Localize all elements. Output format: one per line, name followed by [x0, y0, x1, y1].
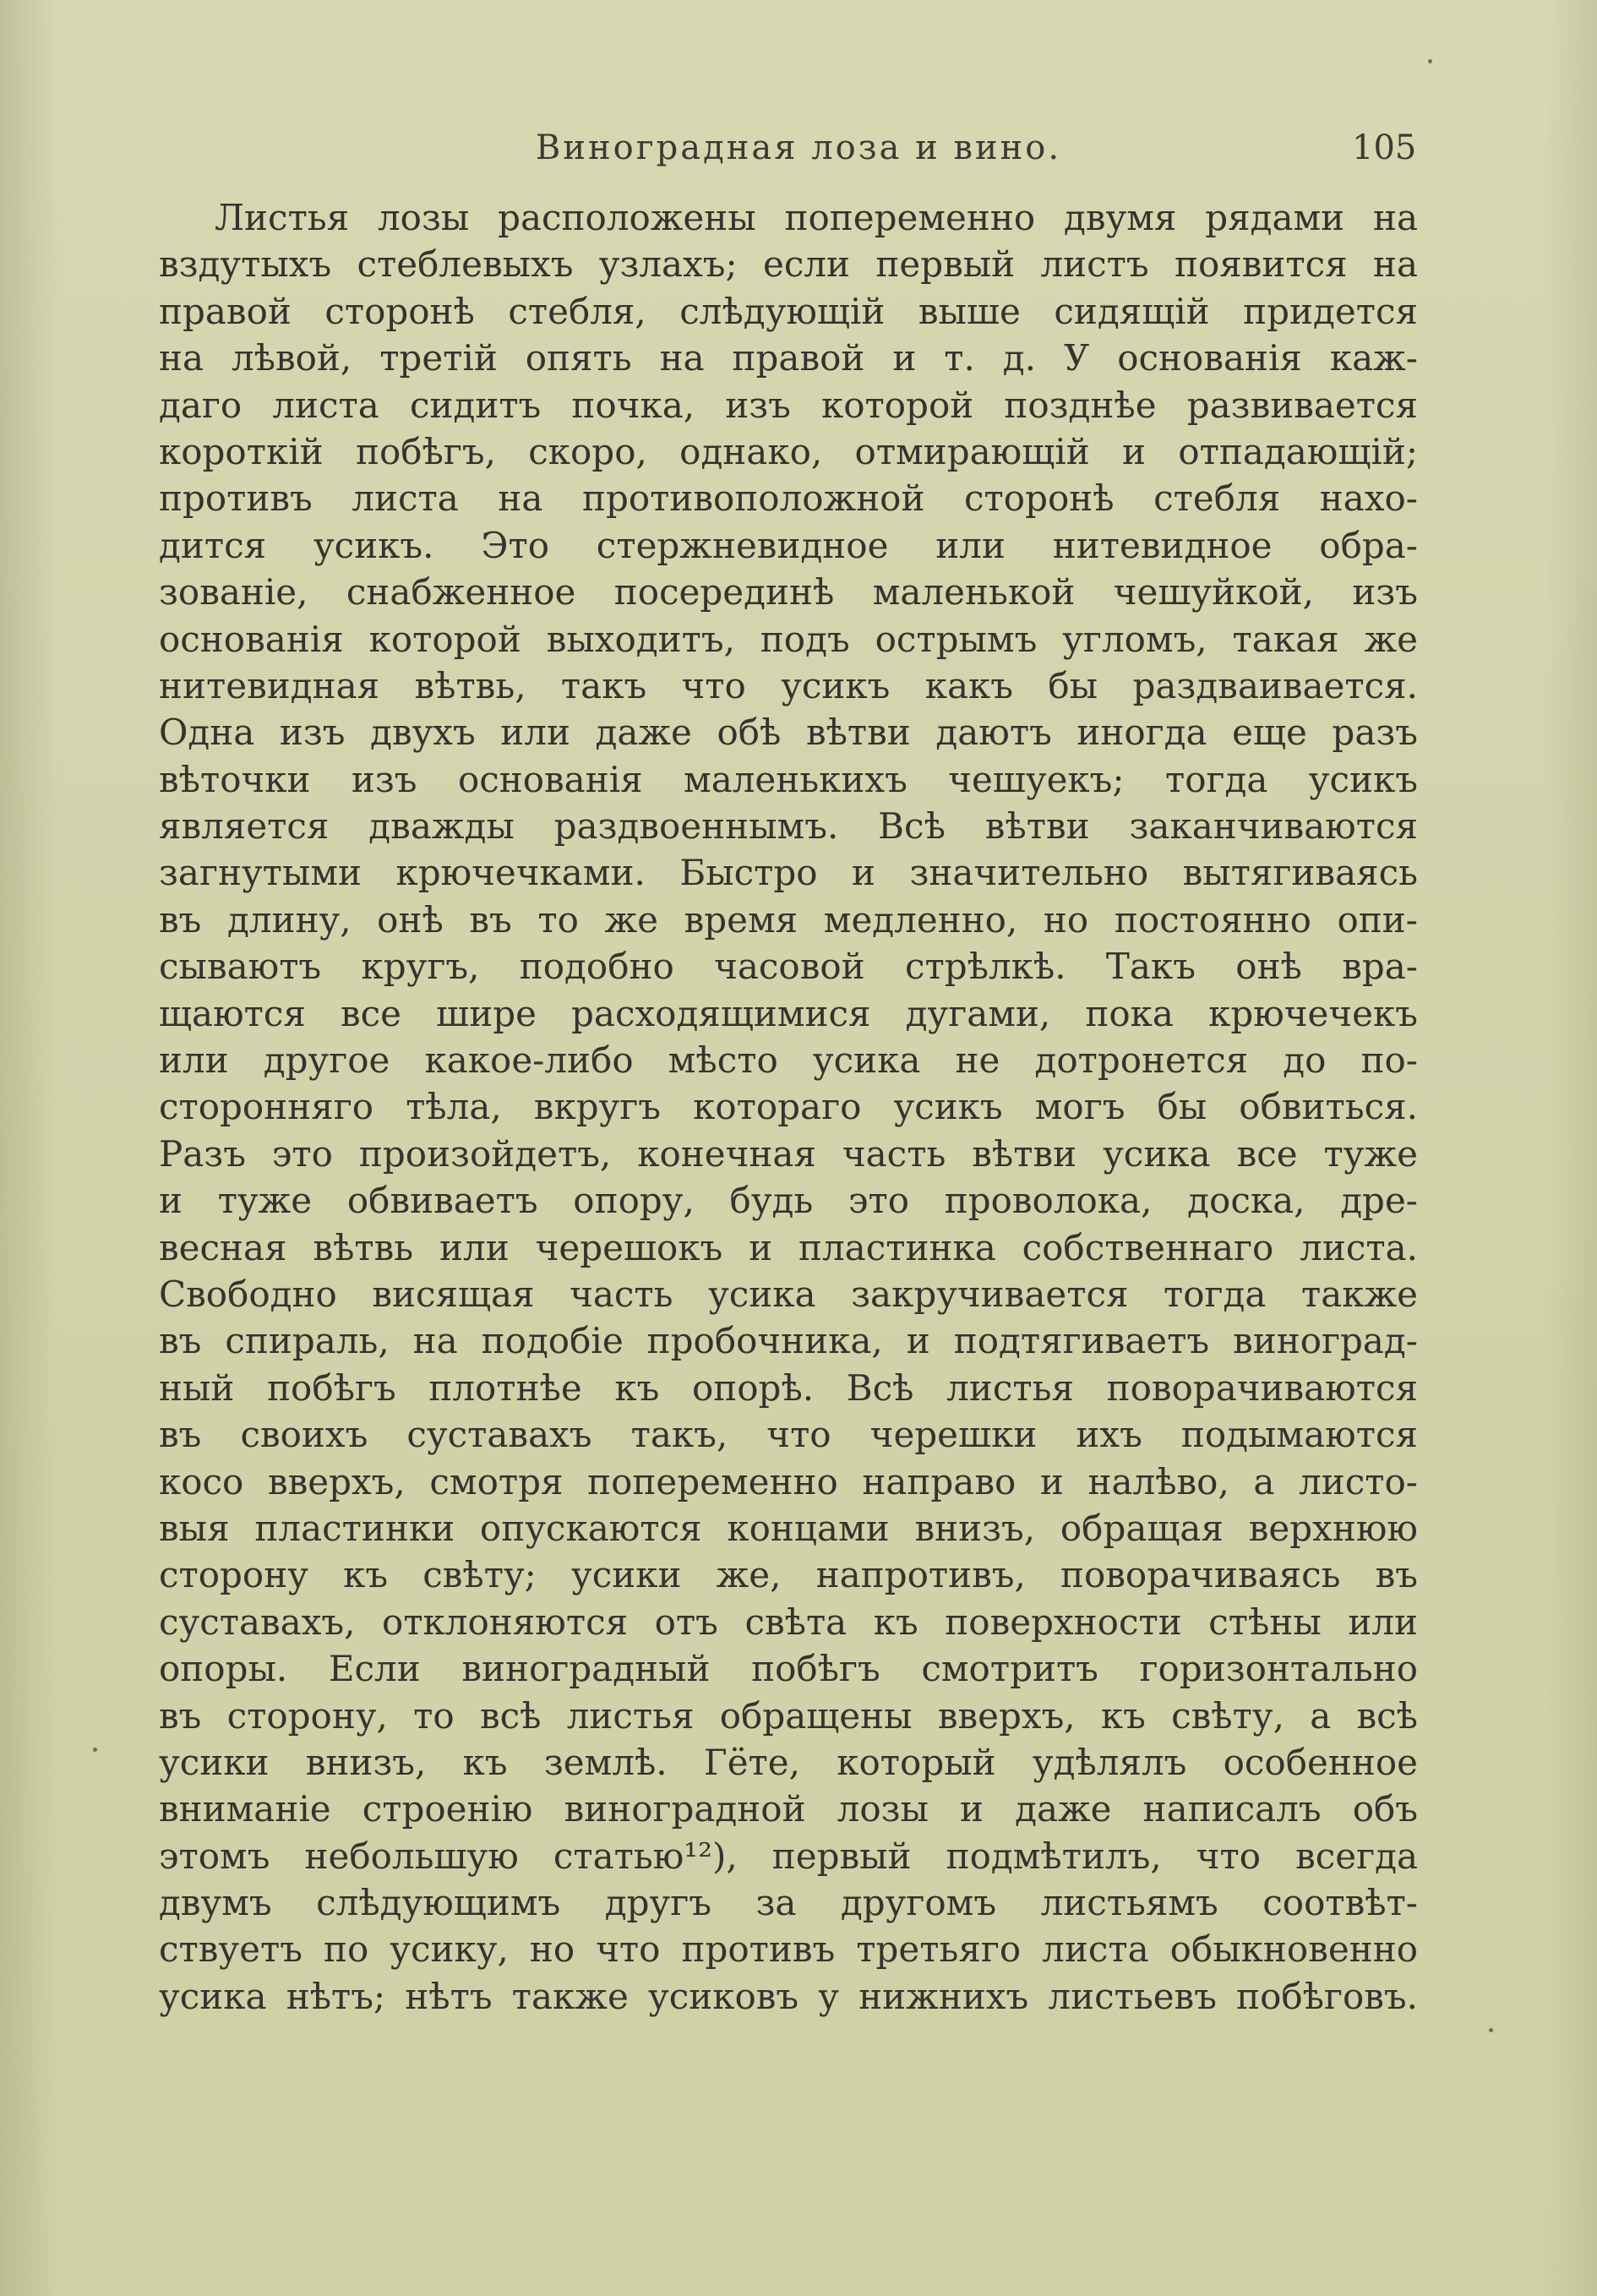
text-line: основанія которой выходитъ, подъ острымъ угломъ, такая же	[159, 618, 1418, 660]
text-line: вниманіе строенію виноградной лозы и даже написалъ объ	[159, 1788, 1418, 1830]
text-line: вѣточки изъ основанія маленькихъ чешуекъ; тогда усикъ	[159, 758, 1418, 800]
body-paragraph	[159, 194, 1418, 2020]
text-line: на лѣвой, третій опять на правой и т. д. У основанія каж-	[159, 337, 1418, 379]
text-line: сываютъ кругъ, подобно часовой стрѣлкѣ. Такъ онѣ вра-	[159, 946, 1418, 988]
page-edge-shadow	[1546, 0, 1597, 2296]
text-line: усика нѣтъ; нѣтъ также усиковъ у нижнихъ листьевъ побѣговъ.	[159, 1975, 1418, 2017]
running-title: Виноградная лоза и вино.	[535, 128, 1062, 167]
text-line: двумъ слѣдующимъ другъ за другомъ листьямъ соотвѣт-	[159, 1882, 1418, 1924]
text-line: короткій побѣгъ, скоро, однако, отмирающій и отпадающій;	[159, 430, 1418, 472]
text-line: правой сторонѣ стебля, слѣдующій выше сидящій придется	[159, 290, 1418, 332]
text-line: является дважды раздвоеннымъ. Всѣ вѣтви заканчиваются	[159, 805, 1418, 848]
text-line: этомъ небольшую статью¹²), первый подмѣтилъ, что всегда	[159, 1835, 1418, 1877]
paper-speck	[93, 1748, 97, 1752]
text-line: нитевидная вѣтвь, такъ что усикъ какъ бы раздваивается.	[159, 664, 1418, 706]
paper-speck	[1428, 59, 1432, 63]
text-line: ный побѣгъ плотнѣе къ опорѣ. Всѣ листья поворачиваются	[159, 1366, 1418, 1409]
text-line: Разъ это произойдетъ, конечная часть вѣтви усика все туже	[159, 1132, 1418, 1175]
text-line: Листья лозы расположены попеременно двумя рядами на	[215, 197, 1418, 238]
text-line: весная вѣтвь или черешокъ и пластинка собственнаго листа.	[159, 1226, 1418, 1268]
text-line: сторону къ свѣту; усики же, напротивъ, поворачиваясь въ	[159, 1554, 1418, 1596]
text-line: въ сторону, то всѣ листья обращены вверхъ, къ свѣту, а всѣ	[159, 1694, 1418, 1737]
text-line: Свободно висящая часть усика закручивается тогда также	[159, 1273, 1418, 1315]
text-line: суставахъ, отклоняются отъ свѣта къ поверхности стѣны или	[159, 1601, 1418, 1643]
text-line: опоры. Если виноградный побѣгъ смотритъ горизонтально	[159, 1648, 1418, 1690]
text-line: зованіе, снабженное посерединѣ маленькой чешуйкой, изъ	[159, 571, 1418, 614]
text-line: вздутыхъ стеблевыхъ узлахъ; если первый листъ появится на	[159, 243, 1418, 286]
paper-speck	[1489, 2028, 1493, 2032]
text-line: дится усикъ. Это стержневидное или нитевидное обра-	[159, 524, 1418, 566]
text-line: и туже обвиваетъ опору, будь это проволока, доска, дре-	[159, 1180, 1418, 1222]
text-line: противъ листа на противоположной сторонѣ стебля нахо-	[159, 477, 1418, 520]
text-line: сторонняго тѣла, вкругъ котораго усикъ могъ бы обвиться.	[159, 1086, 1418, 1128]
text-line: косо вверхъ, смотря попеременно направо и налѣво, а листо-	[159, 1460, 1418, 1502]
text-line: даго листа сидитъ почка, изъ которой позднѣе развивается	[159, 384, 1418, 426]
text-line: ствуетъ по усику, но что противъ третьяго листа обыкновенно	[159, 1928, 1418, 1971]
text-line: или другое какое-либо мѣсто усика не дотронется до по-	[159, 1039, 1418, 1082]
text-line: Одна изъ двухъ или даже обѣ вѣтви даютъ иногда еще разъ	[159, 712, 1418, 754]
text-line: въ своихъ суставахъ такъ, что черешки ихъ подымаются	[159, 1414, 1418, 1456]
text-line: въ длину, онѣ въ то же время медленно, но постоянно опи-	[159, 898, 1418, 941]
text-line: загнутыми крючечками. Быстро и значительно вытягиваясь	[159, 852, 1418, 894]
text-line: выя пластинки опускаются концами внизъ, обращая верхнюю	[159, 1507, 1418, 1549]
page-gutter-shadow	[0, 0, 59, 2296]
text-line: въ спираль, на подобіе пробочника, и подтягиваетъ виноград-	[159, 1320, 1418, 1362]
text-line: усики внизъ, къ землѣ. Гёте, который удѣлялъ особенное	[159, 1741, 1418, 1783]
page-number: 105	[1352, 128, 1417, 167]
text-line: щаются все шире расходящимися дугами, пока крючечекъ	[159, 992, 1418, 1034]
